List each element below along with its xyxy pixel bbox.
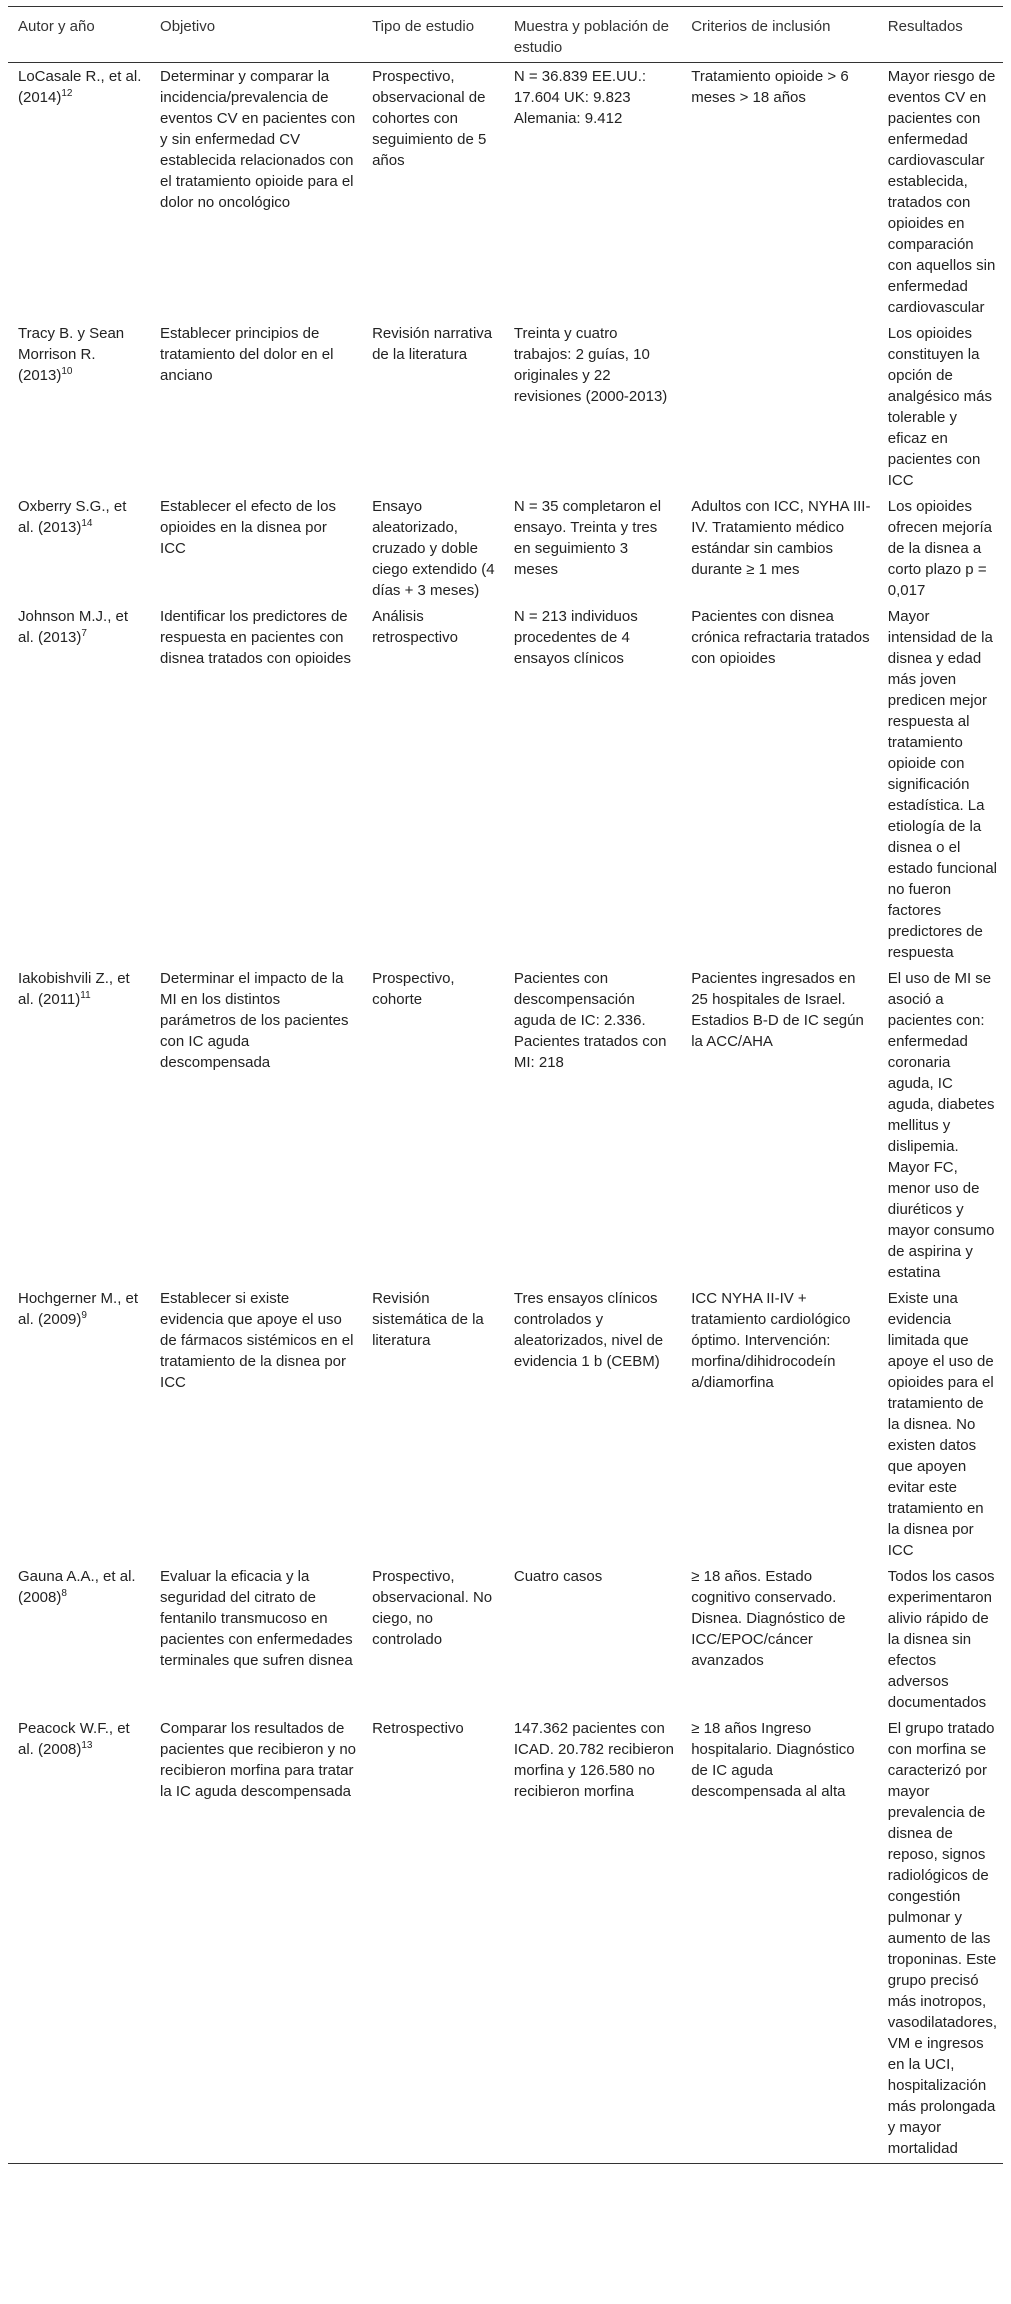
objective-cell: Establecer si existe evidencia que apoye el uso de fármacos sistémicos en el tratamiento de la disnea por ICC [160,1290,354,1391]
author-cell [8,320,150,493]
sample-cell: Pacientes con descompensación aguda de IC: 2.336. Pacientes tratados con MI: 218 [513,970,667,1071]
table-row [8,320,1003,493]
results-cell: El uso de MI se asoció a pacientes con: enfermedad coronaria aguda, IC aguda, diabetes mellitus y dislipemia. Mayor FC, menor uso de diuréticos y mayor consumo de aspirina y estatina [887,970,995,1281]
table-row [8,1563,1003,1715]
header-row [8,7,1003,63]
study-type-cell: Análisis retrospectivo [372,608,458,646]
author-text: Oxberry S.G., et al. (2013) [18,498,127,536]
study-type-cell: Prospectivo, observacional. No ciego, no controlado [372,1568,493,1648]
sample-cell: 147.362 pacientes con ICAD. 20.782 recibieron morfina y 126.580 no recibieron morfina [504,1715,681,2164]
table-row [8,1285,1003,1563]
objective-cell: Determinar el impacto de la MI en los distintos parámetros de los pacientes con IC aguda descompensada [160,970,349,1071]
header-author: Autor y año [8,7,150,63]
sample-cell: N = 35 completaron el ensayo. Treinta y tres en seguimiento 3 meses [513,498,662,578]
reference-number: 10 [61,366,73,377]
author-text: LoCasale R., et al. (2014) [18,68,142,106]
table-row [8,63,1003,321]
reference-number: 13 [81,1740,93,1751]
header-criteria: Criterios de inclusión [681,7,878,63]
author-cell [8,965,150,1285]
author-cell [8,1715,150,2164]
studies-table [8,6,1003,2164]
results-cell: El grupo tratado con morfina se caracterizó por mayor prevalencia de disnea de reposo, signos radiológicos de congestión pulmonar y aumento de las troponinas. Este grupo precisó más inotropos, vasodilatadores, VM e ingresos en la UCI, hospitalización más prolongada y mayor mortalidad [878,1715,1003,2164]
author-cell [8,603,150,965]
reference-number: 14 [81,518,93,529]
objective-cell: Comparar los resultados de pacientes que recibieron y no recibieron morfina para tratar la IC aguda descompensada [150,1715,362,2164]
study-type-cell: Revisión sistemática de la literatura [372,1290,484,1349]
study-type-cell: Revisión narrativa de la literatura [372,325,493,363]
reference-number: 12 [61,88,73,99]
results-cell: Existe una evidencia limitada que apoye el uso de opioides para el tratamiento de la disnea. No existen datos que apoyen evitar este tratamiento en la disnea por ICC [887,1290,994,1559]
table-row [8,493,1003,603]
results-cell: Todos los casos experimentaron alivio rápido de la disnea sin efectos adversos documentados [887,1568,995,1711]
sample-cell: N = 36.839 EE.UU.: 17.604 UK: 9.823 Alemania: 9.412 [513,68,647,127]
objective-cell: Evaluar la eficacia y la seguridad del citrato de fentanilo transmucoso en pacientes con enfermedades terminales que sufren disnea [160,1568,353,1669]
criteria-cell: Pacientes con disnea crónica refractaria tratados con opioides [691,608,870,667]
study-type-cell: Retrospectivo [362,1715,504,2164]
table-body [8,63,1003,2164]
reference-number: 7 [81,628,87,639]
objective-cell: Determinar y comparar la incidencia/prevalencia de eventos CV en pacientes con y sin enfermedad CV establecida relacionados con el tratamiento opioide para el dolor no oncológico [160,68,356,211]
author-cell [8,493,150,603]
results-cell: Los opioides ofrecen mejoría de la disnea a corto plazo p = 0,017 [887,498,992,599]
author-text: Hochgerner M., et al. (2009) [18,1290,139,1328]
table-row [8,603,1003,965]
objective-cell: Establecer principios de tratamiento del dolor en el anciano [160,325,334,384]
reference-number: 9 [81,1310,87,1321]
author-cell [8,1285,150,1563]
study-type-cell: Prospectivo, cohorte [372,970,455,1008]
header-study-type: Tipo de estudio [362,7,504,63]
author-text: Johnson M.J., et al. (2013) [18,608,129,646]
criteria-cell: Tratamiento opioide > 6 meses > 18 años [691,68,849,106]
header-results: Resultados [878,7,1003,63]
table-row [8,1715,1003,2164]
results-cell: Los opioides constituyen la opción de analgésico más tolerable y eficaz en pacientes con ICC [887,325,992,489]
criteria-cell: ICC NYHA II-IV + tratamiento cardiológico óptimo. Intervención: morfina/dihidrocodeín a/diamorfina [691,1290,851,1391]
results-cell: Mayor riesgo de eventos CV en pacientes con enfermedad cardiovascular establecida, tratados con opioides en comparación con aquellos sin enfermedad cardiovascular [887,68,996,316]
criteria-cell [681,320,878,493]
sample-cell: Tres ensayos clínicos controlados y aleatorizados, nivel de evidencia 1 b (CEBM) [513,1290,664,1370]
author-text: Iakobishvili Z., et al. (2011) [18,970,130,1008]
header-objective: Objetivo [150,7,362,63]
study-type-cell: Prospectivo, observacional de cohortes con seguimiento de 5 años [372,68,487,169]
criteria-cell: Adultos con ICC, NYHA III-IV. Tratamiento médico estándar sin cambios durante ≥ 1 mes [691,498,871,578]
table-header [8,7,1003,63]
study-type-cell: Ensayo aleatorizado, cruzado y doble ciego extendido (4 días + 3 meses) [372,498,495,599]
criteria-cell: ≥ 18 años. Estado cognitivo conservado. Disnea. Diagnóstico de ICC/EPOC/cáncer avanzados [691,1568,846,1669]
sample-cell: N = 213 individuos procedentes de 4 ensayos clínicos [513,608,638,667]
author-cell [8,63,150,321]
sample-cell: Treinta y cuatro trabajos: 2 guías, 10 originales y 22 revisiones (2000-2013) [513,325,668,405]
criteria-cell: ≥ 18 años Ingreso hospitalario. Diagnóstico de IC aguda descompensada al alta [681,1715,878,2164]
results-cell: Mayor intensidad de la disnea y edad más joven predicen mejor respuesta al tratamiento opioide con significación estadística. La etiología de la disnea o el estado funcional no fueron factores predictores de respuesta [887,608,998,961]
author-cell [8,1563,150,1715]
criteria-cell: Pacientes ingresados en 25 hospitales de Israel. Estadios B-D de IC según la ACC/AHA [691,970,864,1050]
reference-number: 8 [61,1588,67,1599]
header-sample: Muestra y población de estudio [504,7,681,63]
author-text: Tracy B. y Sean Morrison R. (2013) [18,325,125,384]
author-text: Gauna A.A., et al. (2008) [18,1568,136,1606]
author-text: Peacock W.F., et al. (2008) [18,1720,130,1758]
table-row [8,965,1003,1285]
reference-number: 11 [80,990,91,1001]
sample-cell: Cuatro casos [513,1568,603,1585]
objective-cell: Establecer el efecto de los opioides en la disnea por ICC [160,498,336,557]
objective-cell: Identificar los predictores de respuesta en pacientes con disnea tratados con opioides [160,608,352,667]
